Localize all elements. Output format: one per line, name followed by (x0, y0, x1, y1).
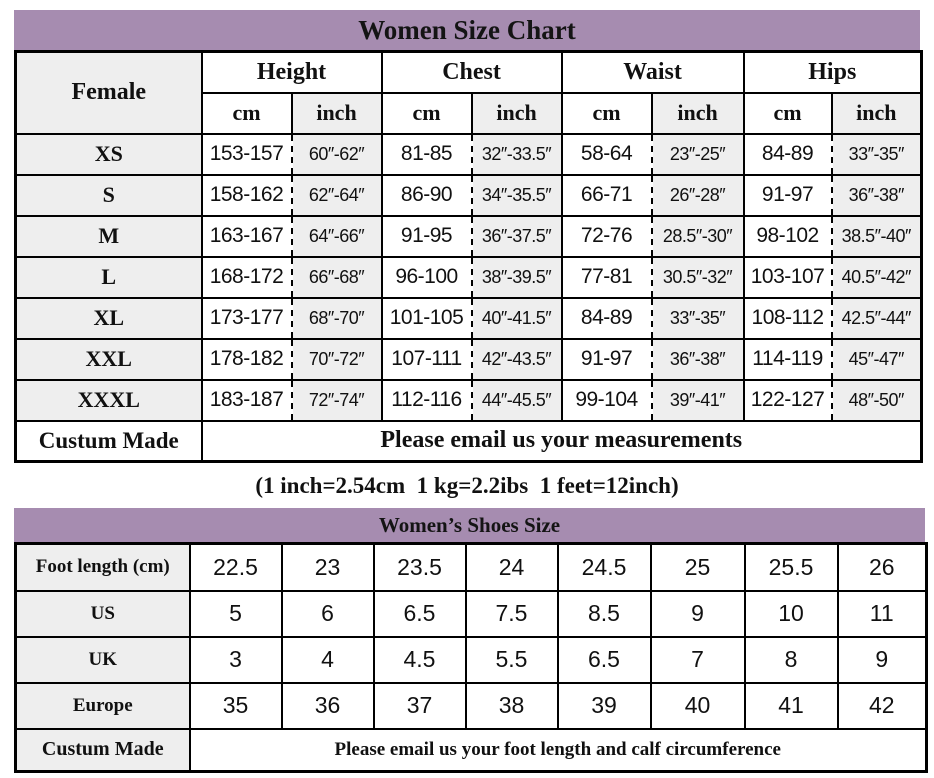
shoes-value-cell: 3 (190, 637, 282, 683)
height-inch-cell: 64″-66″ (292, 216, 382, 257)
shoes-value-cell: 35 (190, 683, 282, 729)
shoes-value-cell: 9 (838, 637, 927, 683)
shoes-value-cell: 8.5 (558, 591, 651, 637)
shoes-value-cell: 4 (282, 637, 374, 683)
size-label: XXXL (16, 380, 202, 421)
waist-cm-cell: 99-104 (562, 380, 652, 421)
shoes-value-cell: 5 (190, 591, 282, 637)
unit-cm: cm (382, 93, 472, 134)
hips-cm-cell: 114-119 (744, 339, 832, 380)
shoes-value-cell: 6.5 (558, 637, 651, 683)
height-cm-cell: 173-177 (202, 298, 292, 339)
shoes-row-us (16, 591, 927, 637)
chest-cm-cell: 96-100 (382, 257, 472, 298)
waist-inch-cell: 30.5″-32″ (652, 257, 744, 298)
waist-inch-cell: 33″-35″ (652, 298, 744, 339)
shoes-value-cell: 4.5 (374, 637, 466, 683)
group-header-hips: Hips (744, 52, 922, 93)
chest-cm-cell: 107-111 (382, 339, 472, 380)
waist-inch-cell: 39″-41″ (652, 380, 744, 421)
shoes-value-cell: 6 (282, 591, 374, 637)
shoes-value-cell: 25 (651, 544, 745, 591)
height-inch-cell: 62″-64″ (292, 175, 382, 216)
size-label: M (16, 216, 202, 257)
hips-inch-cell: 42.5″-44″ (832, 298, 922, 339)
unit-inch: inch (652, 93, 744, 134)
hips-cm-cell: 91-97 (744, 175, 832, 216)
hips-inch-cell: 33″-35″ (832, 134, 922, 175)
hips-inch-cell: 40.5″-42″ (832, 257, 922, 298)
shoes-value-cell: 42 (838, 683, 927, 729)
shoes-chart-title: Women’s Shoes Size (378, 512, 561, 537)
waist-cm-cell: 84-89 (562, 298, 652, 339)
height-inch-cell: 70″-72″ (292, 339, 382, 380)
height-cm-cell: 168-172 (202, 257, 292, 298)
size-row-m (16, 216, 922, 257)
shoes-value-cell: 23.5 (374, 544, 466, 591)
waist-inch-cell: 26″-28″ (652, 175, 744, 216)
unit-inch: inch (472, 93, 562, 134)
size-row-xs (16, 134, 922, 175)
conversion-note: (1 inch=2.54cm 1 kg=2.2ibs 1 feet=12inch) (255, 472, 679, 498)
hips-cm-cell: 122-127 (744, 380, 832, 421)
shoes-value-cell: 24.5 (558, 544, 651, 591)
size-chart-title-bar (14, 10, 920, 50)
chest-inch-cell: 42″-43.5″ (472, 339, 562, 380)
height-cm-cell: 183-187 (202, 380, 292, 421)
women-shoes-size-table (14, 542, 928, 773)
custom-made-message: Please email us your measurements (202, 421, 922, 462)
shoes-value-cell: 6.5 (374, 591, 466, 637)
chest-inch-cell: 44″-45.5″ (472, 380, 562, 421)
chest-inch-cell: 40″-41.5″ (472, 298, 562, 339)
chest-inch-cell: 34″-35.5″ (472, 175, 562, 216)
shoes-value-cell: 36 (282, 683, 374, 729)
height-inch-cell: 66″-68″ (292, 257, 382, 298)
shoes-custom-made-row (16, 729, 927, 772)
unit-inch: inch (832, 93, 922, 134)
waist-cm-cell: 91-97 (562, 339, 652, 380)
shoes-value-cell: 7 (651, 637, 745, 683)
shoes-value-cell: 40 (651, 683, 745, 729)
hips-cm-cell: 98-102 (744, 216, 832, 257)
height-inch-cell: 72″-74″ (292, 380, 382, 421)
chest-cm-cell: 86-90 (382, 175, 472, 216)
shoes-row-label: US (16, 591, 190, 637)
hips-cm-cell: 84-89 (744, 134, 832, 175)
waist-cm-cell: 77-81 (562, 257, 652, 298)
unit-cm: cm (202, 93, 292, 134)
size-label: L (16, 257, 202, 298)
hips-cm-cell: 108-112 (744, 298, 832, 339)
group-header-waist: Waist (562, 52, 744, 93)
group-header-row (16, 52, 922, 93)
shoes-row-label: Foot length (cm) (16, 544, 190, 591)
shoes-value-cell: 41 (745, 683, 838, 729)
shoes-row-label: UK (16, 637, 190, 683)
women-size-chart-table (14, 50, 923, 463)
custom-made-row (16, 421, 922, 462)
waist-inch-cell: 36″-38″ (652, 339, 744, 380)
chest-inch-cell: 36″-37.5″ (472, 216, 562, 257)
shoes-custom-made-label: Custum Made (16, 729, 190, 772)
height-cm-cell: 158-162 (202, 175, 292, 216)
hips-cm-cell: 103-107 (744, 257, 832, 298)
unit-cm: cm (562, 93, 652, 134)
shoes-value-cell: 10 (745, 591, 838, 637)
waist-cm-cell: 66-71 (562, 175, 652, 216)
size-row-s (16, 175, 922, 216)
hips-inch-cell: 36″-38″ (832, 175, 922, 216)
shoes-value-cell: 22.5 (190, 544, 282, 591)
shoes-value-cell: 8 (745, 637, 838, 683)
height-cm-cell: 163-167 (202, 216, 292, 257)
unit-cm: cm (744, 93, 832, 134)
chest-cm-cell: 91-95 (382, 216, 472, 257)
chest-inch-cell: 32″-33.5″ (472, 134, 562, 175)
shoes-row-europe (16, 683, 927, 729)
shoes-value-cell: 39 (558, 683, 651, 729)
shoes-value-cell: 26 (838, 544, 927, 591)
size-label: XS (16, 134, 202, 175)
chest-cm-cell: 112-116 (382, 380, 472, 421)
size-label: XXL (16, 339, 202, 380)
shoes-custom-made-message: Please email us your foot length and calf circumference (190, 729, 927, 772)
shoes-value-cell: 9 (651, 591, 745, 637)
size-row-l (16, 257, 922, 298)
shoes-chart-title-bar (14, 508, 925, 542)
hips-inch-cell: 45″-47″ (832, 339, 922, 380)
height-cm-cell: 153-157 (202, 134, 292, 175)
size-label: XL (16, 298, 202, 339)
shoes-value-cell: 23 (282, 544, 374, 591)
custom-made-label: Custum Made (16, 421, 202, 462)
group-header-height: Height (202, 52, 382, 93)
waist-cm-cell: 58-64 (562, 134, 652, 175)
size-label: S (16, 175, 202, 216)
shoes-value-cell: 38 (466, 683, 558, 729)
height-cm-cell: 178-182 (202, 339, 292, 380)
shoes-row-label: Europe (16, 683, 190, 729)
shoes-value-cell: 7.5 (466, 591, 558, 637)
size-row-xl (16, 298, 922, 339)
shoes-value-cell: 24 (466, 544, 558, 591)
height-inch-cell: 60″-62″ (292, 134, 382, 175)
height-inch-cell: 68″-70″ (292, 298, 382, 339)
size-row-xxl (16, 339, 922, 380)
shoes-row-uk (16, 637, 927, 683)
group-header-chest: Chest (382, 52, 562, 93)
waist-inch-cell: 23″-25″ (652, 134, 744, 175)
shoes-value-cell: 25.5 (745, 544, 838, 591)
chest-cm-cell: 101-105 (382, 298, 472, 339)
waist-inch-cell: 28.5″-30″ (652, 216, 744, 257)
hips-inch-cell: 48″-50″ (832, 380, 922, 421)
waist-cm-cell: 72-76 (562, 216, 652, 257)
shoes-row-foot-length (16, 544, 927, 591)
unit-inch: inch (292, 93, 382, 134)
hips-inch-cell: 38.5″-40″ (832, 216, 922, 257)
size-row-xxxl (16, 380, 922, 421)
shoes-value-cell: 37 (374, 683, 466, 729)
shoes-value-cell: 11 (838, 591, 927, 637)
shoes-value-cell: 5.5 (466, 637, 558, 683)
corner-cell-female: Female (16, 52, 202, 134)
chest-cm-cell: 81-85 (382, 134, 472, 175)
size-chart-title: Women Size Chart (358, 14, 576, 45)
chest-inch-cell: 38″-39.5″ (472, 257, 562, 298)
